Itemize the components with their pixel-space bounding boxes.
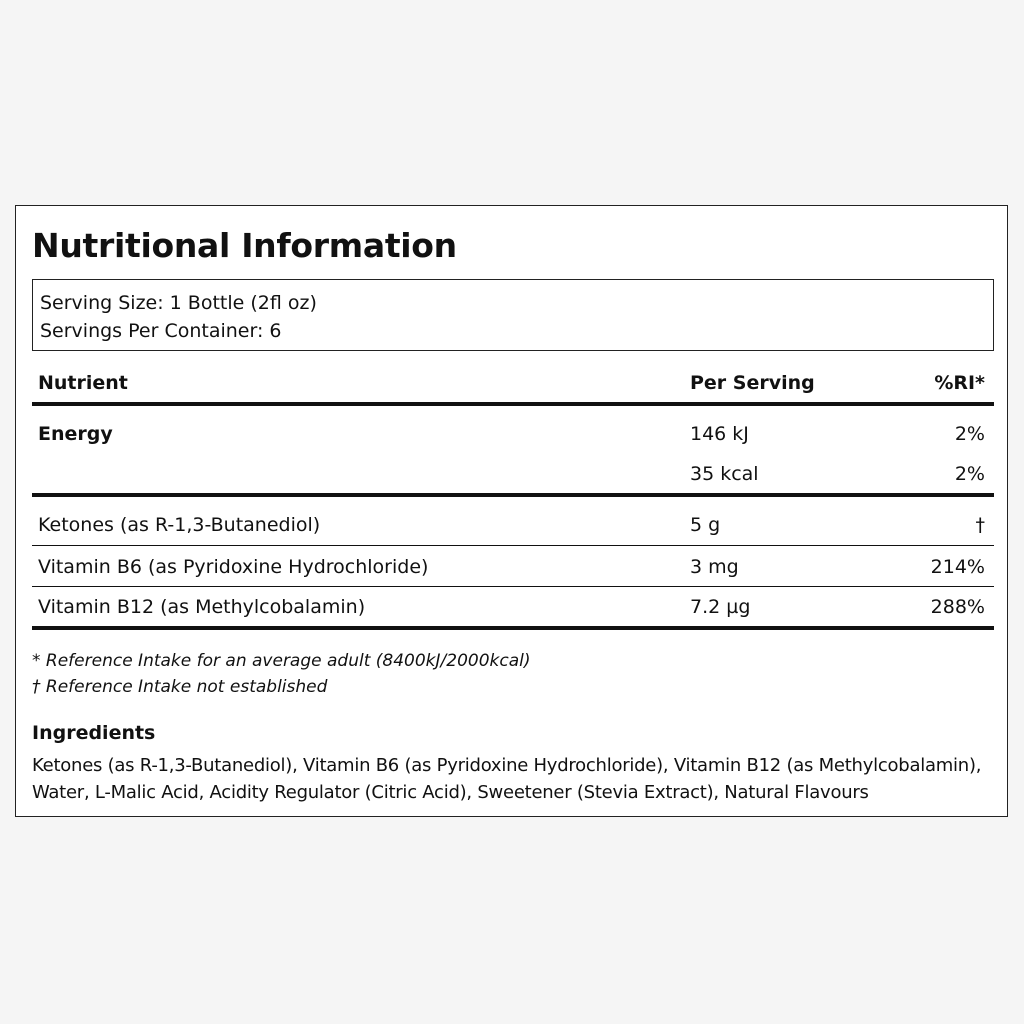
table-row-b12-name: Vitamin B12 (as Methylcobalamin) — [38, 596, 366, 618]
table-row-b6-ri: 214% — [930, 556, 985, 578]
table-row-ketones-name: Ketones (as R-1,3-Butanediol) — [38, 514, 321, 536]
energy-kj-ri: 2% — [954, 423, 985, 445]
energy-divider — [32, 493, 994, 497]
energy-kj-value: 146 kJ — [690, 423, 749, 445]
serving-info-box — [32, 279, 994, 351]
footnote-reference-intake: * Reference Intake for an average adult (8400kJ/2000kcal) — [32, 651, 531, 671]
header-per-serving: Per Serving — [690, 372, 815, 394]
ingredients-list: Ketones (as R-1,3-Butanediol), Vitamin B6 (as Pyridoxine Hydrochloride), Vitamin B12 (as Methylcobalamin), Water, L-Malic Acid, Acidity Regulator (Citric Acid), Sweetener (Stevia Extract), Natural Flavours — [32, 755, 982, 803]
table-row-ketones-amount: 5 g — [690, 514, 721, 536]
energy-kcal-ri: 2% — [954, 463, 985, 485]
row-divider — [32, 545, 994, 546]
serving-size: Serving Size: 1 Bottle (2fl oz) — [40, 292, 317, 314]
header-ri: %RI* — [934, 372, 985, 394]
ingredients-heading: Ingredients — [32, 722, 156, 744]
table-row-b12-amount: 7.2 µg — [690, 596, 751, 618]
table-row-b12-ri: 288% — [930, 596, 985, 618]
energy-label: Energy — [38, 423, 113, 445]
servings-per-container: Servings Per Container: 6 — [40, 320, 282, 342]
header-divider — [32, 402, 994, 406]
header-nutrient: Nutrient — [38, 372, 128, 394]
row-divider — [32, 586, 994, 587]
table-row-ketones-ri: † — [975, 514, 985, 536]
energy-kcal-value: 35 kcal — [690, 463, 759, 485]
table-row-b6-amount: 3 mg — [690, 556, 739, 578]
nutrition-panel — [15, 205, 1008, 817]
footnote-not-established: † Reference Intake not established — [32, 677, 328, 697]
table-row-b6-name: Vitamin B6 (as Pyridoxine Hydrochloride) — [38, 556, 429, 578]
panel-title: Nutritional Information — [32, 226, 457, 265]
table-bottom-divider — [32, 626, 994, 630]
